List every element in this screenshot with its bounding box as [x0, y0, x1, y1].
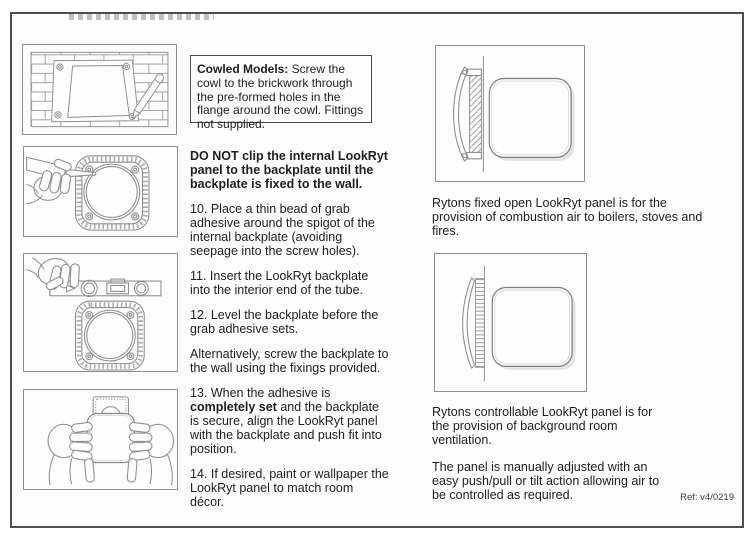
- controllable-caption: [432, 405, 672, 515]
- ref-label: Ref: v4/0219: [680, 492, 734, 503]
- step-13: [190, 386, 390, 456]
- step-11: 11. Insert the LookRyt backplate into the interior end of the tube.: [190, 269, 369, 297]
- illustration-fixed-open-panel: [435, 45, 585, 182]
- illustration-push-fit-panel: [23, 389, 178, 490]
- controllable-caption-text: Rytons controllable LookRyt panel is for the provision of background room ventilation.: [432, 405, 653, 447]
- alternative-note: Alternatively, screw the backplate to the wall using the fixings provided.: [190, 347, 389, 375]
- leaflet-page: [10, 12, 744, 528]
- fixed-open-drawing: [436, 46, 584, 181]
- cowled-models-title: Cowled Models:: [197, 62, 289, 76]
- apply-adhesive-drawing: [24, 147, 177, 236]
- illustration-controllable-panel: [434, 253, 587, 392]
- cowl-brickwork-drawing: [23, 45, 176, 134]
- warning-text: DO NOT clip the internal LookRyt panel to the backplate until the backplate is fixed to the wall.: [190, 149, 388, 191]
- fixed-open-caption: [432, 196, 720, 251]
- step-10: 10. Place a thin bead of grab adhesive around the spigot of the internal backplate (avoiding seepage into the screw holes).: [190, 202, 375, 258]
- step-13-bold: completely set: [190, 400, 277, 414]
- fixed-open-caption-text: Rytons fixed open LookRyt panel is for the provision of combustion air to boilers, stoves and fires.: [432, 196, 703, 238]
- step-14: 14. If desired, paint or wallpaper the LookRyt panel to match room décor.: [190, 467, 389, 509]
- cowled-models-note: [190, 55, 372, 132]
- instruction-column: [190, 149, 390, 520]
- illustration-apply-adhesive: [23, 146, 178, 237]
- controllable-note-text: The panel is manually adjusted with an easy push/pull or tilt action allowing air to be controlled as required.: [432, 460, 660, 502]
- illustration-level-backplate: [23, 253, 178, 372]
- step-13-pre: 13. When the adhesive is: [190, 386, 331, 400]
- step-13-post: and the backplate is secure, align the LookRyt panel with the backplate and push fit into position.: [190, 400, 382, 456]
- push-fit-drawing: [24, 390, 177, 489]
- cowled-models-body: Screw the cowl to the brickwork through the pre-formed holes in the flange around the cowl. Fittings not supplied.: [197, 62, 364, 132]
- controllable-drawing: [435, 254, 586, 391]
- step-12: 12. Level the backplate before the grab adhesive sets.: [190, 308, 379, 336]
- illustration-cowl-brickwork: [22, 44, 177, 135]
- level-backplate-drawing: [24, 254, 177, 371]
- page-edge-artifact: [69, 14, 214, 20]
